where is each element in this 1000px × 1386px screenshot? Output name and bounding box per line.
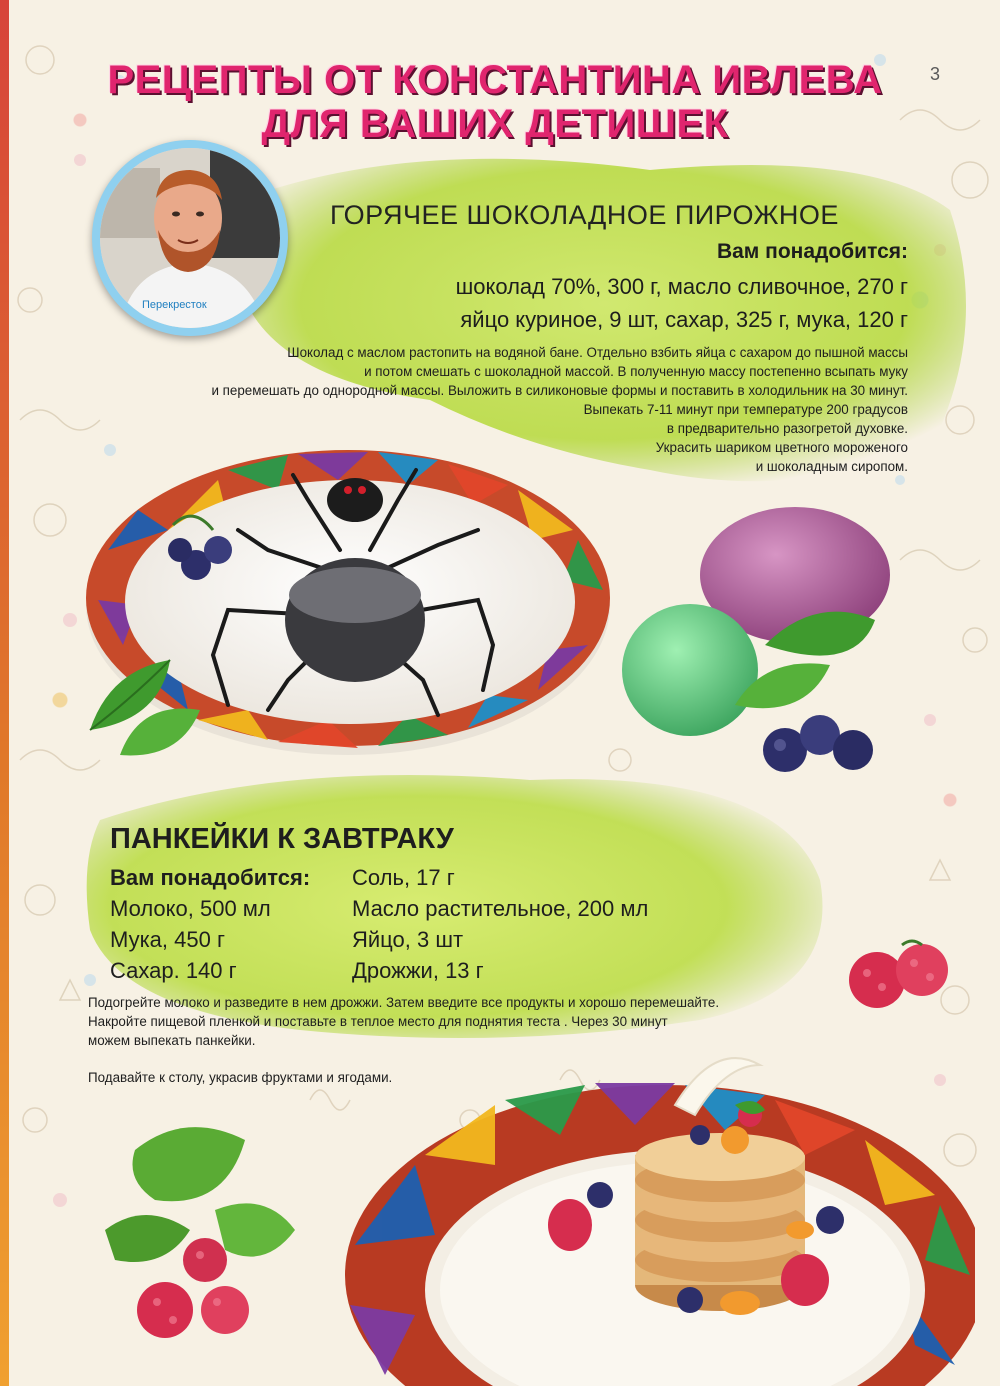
recipe1-step-line: Шоколад с маслом растопить на водяной бане. Отдельно взбить яйца с сахаром до пышной массы bbox=[287, 345, 908, 360]
recipe1-step-line: в предварительно разогретой духовке. bbox=[666, 421, 908, 436]
recipe1-ingredients-line: яйцо куриное, 9 шт, сахар, 325 г, мука, 120 г bbox=[460, 307, 908, 332]
raspberries-right bbox=[842, 935, 957, 1025]
apron-logo: Перекресток bbox=[142, 299, 207, 311]
recipe1-step-line: и перемешать до однородной массы. Выложить в силиконовые формы и поставить в холодильник на 30 минут. bbox=[211, 383, 908, 398]
recipe1-step-line: Украсить шариком цветного мороженого bbox=[655, 440, 908, 455]
recipe2-step-line: Подогрейте молоко и разведите в нем дрожжи. Затем введите все продукты и хорошо перемешайте. bbox=[88, 995, 720, 1010]
recipe1-need-label: Вам понадобится: bbox=[716, 240, 908, 263]
recipe2-ingredient: Мука, 450 г bbox=[110, 927, 225, 952]
recipe2-ingredient: Масло растительное, 200 мл bbox=[352, 896, 649, 921]
page-title-line2: ДЛЯ ВАШИХ ДЕТИШЕК bbox=[261, 102, 729, 146]
recipe2-ingredients-col2 bbox=[352, 862, 648, 986]
ice-cream-scoops bbox=[615, 505, 905, 790]
recipe1-ingredients-line: шоколад 70%, 300 г, масло сливочное, 270 г bbox=[455, 274, 908, 299]
recipe2-ingredient: Соль, 17 г bbox=[352, 865, 455, 890]
left-edge-strip bbox=[0, 0, 9, 1386]
recipe1-step-line: Выпекать 7-11 минут при температуре 200 градусов bbox=[583, 402, 908, 417]
recipe2-need-label: Вам понадобится: bbox=[110, 865, 311, 890]
recipe2-ingredient: Яйцо, 3 шт bbox=[352, 927, 464, 952]
pancake-stack-plate bbox=[345, 1045, 975, 1386]
chef-photo bbox=[100, 148, 280, 328]
page-title-line1: РЕЦЕПТЫ ОТ КОНСТАНТИНА ИВЛЕВА bbox=[107, 58, 883, 102]
recipe2-ingredients-col1 bbox=[110, 862, 310, 986]
recipe2-serve-note: Подавайте к столу, украсив фруктами и ягодами. bbox=[88, 1070, 393, 1085]
recipe2-steps bbox=[88, 993, 878, 1050]
page-number: 3 bbox=[929, 64, 940, 84]
mint-leaves-left bbox=[80, 640, 210, 770]
recipe2-ingredient: Сахар. 140 г bbox=[110, 958, 237, 983]
recipe1-step-line: и потом смешать с шоколадной массой. В полученную массу постепенно всыпать муку bbox=[364, 364, 908, 379]
recipe2-title: ПАНКЕЙКИ К ЗАВТРАКУ bbox=[110, 823, 454, 855]
raspberry-branch bbox=[95, 1110, 305, 1350]
recipe2-step-line: Накройте пищевой пленкой и поставьте в теплое место для поднятия теста . Через 30 минут bbox=[88, 1014, 668, 1029]
chef-illustration bbox=[100, 148, 280, 328]
recipe2-ingredient: Молоко, 500 мл bbox=[110, 896, 271, 921]
recipe1-step-line: и шоколадным сиропом. bbox=[755, 459, 908, 474]
page-title bbox=[60, 58, 930, 146]
recipe1-title: ГОРЯЧЕЕ ШОКОЛАДНОЕ ПИРОЖНОЕ bbox=[330, 200, 839, 230]
recipe2-step-line: можем выпекать панкейки. bbox=[88, 1033, 256, 1048]
recipe1-ingredients bbox=[308, 270, 908, 336]
chef-portrait bbox=[92, 140, 288, 336]
recipe2-ingredient: Дрожжи, 13 г bbox=[352, 958, 484, 983]
